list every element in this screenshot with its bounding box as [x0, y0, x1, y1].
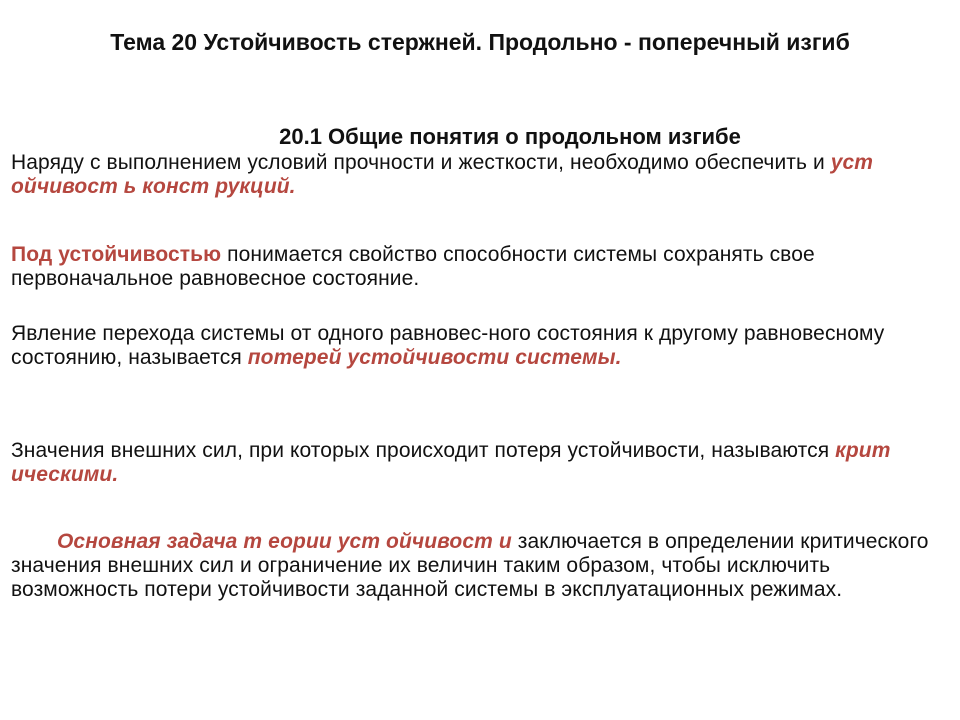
- paragraph-stability-requirement: [11, 151, 941, 199]
- emphasis-main-task: Основная задача т еории уст ойчивост и: [57, 530, 512, 553]
- paragraph-text: заключается в определении критического значения внешних сил и ограничение их величин таким образом, чтобы исключить возможность потери устойчивости заданной системы в эксплуатационных режимах.: [11, 530, 929, 601]
- paragraph-loss-of-stability: [11, 322, 941, 370]
- paragraph-main-task: [11, 530, 941, 602]
- emphasis-under-stability: Под устойчивостью: [11, 243, 222, 266]
- emphasis-loss-of-stability: потерей устойчивости системы.: [247, 346, 622, 369]
- paragraph-definition-stability: [11, 243, 941, 291]
- paragraph-text: Наряду с выполнением условий прочности и жесткости, необходимо обеспечить и: [11, 151, 831, 174]
- slide-title: Тема 20 Устойчивость стержней. Продольно - поперечный изгиб: [110, 29, 850, 55]
- emphasis-critical: крит ическими.: [11, 439, 891, 486]
- paragraph-critical-forces: [11, 439, 941, 487]
- emphasis-stability-of-structures: уст ойчивост ь конст рукций.: [11, 151, 874, 198]
- paragraph-text: понимается свойство способности системы сохранять свое первоначальное равновесное состояние.: [11, 243, 815, 290]
- paragraph-text: Значения внешних сил, при которых происходит потеря устойчивости, называются: [11, 439, 836, 462]
- paragraph-text: Явление перехода системы от одного равновес-ного состояния к другому равновесному состоянию, называется: [11, 322, 885, 369]
- section-subtitle: 20.1 Общие понятия о продольном изгибе: [279, 124, 741, 149]
